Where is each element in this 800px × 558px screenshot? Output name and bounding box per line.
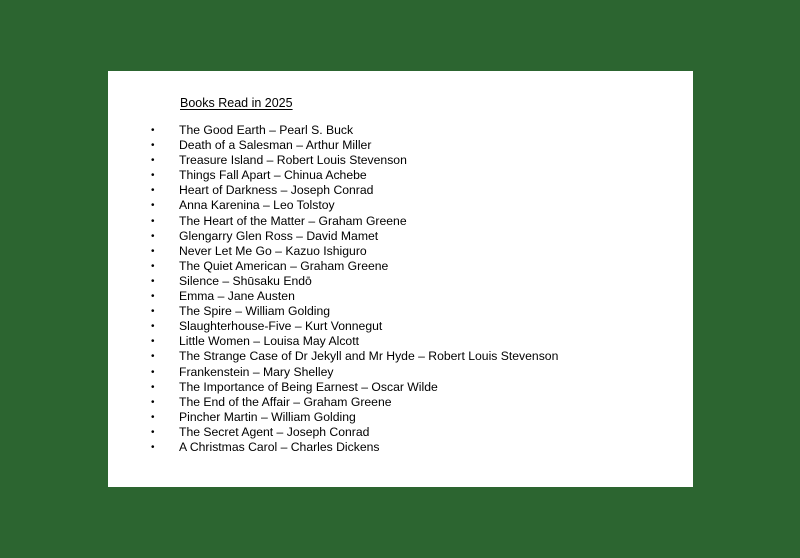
book-entry: The Secret Agent – Joseph Conrad [179,424,370,439]
book-entry: Never Let Me Go – Kazuo Ishiguro [179,243,367,258]
bullet-icon: • [151,170,155,182]
book-entry: The Quiet American – Graham Greene [179,258,389,273]
book-entry: Anna Karenina – Leo Tolstoy [179,198,335,213]
bullet-icon: • [151,230,155,242]
book-entry: Things Fall Apart – Chinua Achebe [179,168,367,183]
bullet-icon: • [151,215,155,227]
bullet-icon: • [151,260,155,272]
book-entry: Slaughterhouse-Five – Kurt Vonnegut [179,319,383,334]
bullet-icon: • [151,155,155,167]
bullet-icon: • [151,411,155,423]
bullet-icon: • [151,351,155,363]
book-entry: Little Women – Louisa May Alcott [179,334,359,349]
bullet-icon: • [151,321,155,333]
bullet-icon: • [151,336,155,348]
bullet-icon: • [151,381,155,393]
book-entry: Silence – Shūsaku Endō [179,273,312,288]
book-entry: The Spire – William Golding [179,304,331,319]
bullet-icon: • [151,200,155,212]
document-title: Books Read in 2025 [180,96,293,110]
book-entry: Heart of Darkness – Joseph Conrad [179,183,374,198]
bullet-icon: • [151,140,155,152]
bullet-icon: • [151,275,155,287]
book-entry: The Heart of the Matter – Graham Greene [179,213,407,228]
book-entry: The End of the Affair – Graham Greene [179,394,392,409]
book-entry: Treasure Island – Robert Louis Stevenson [179,153,407,168]
bullet-icon: • [151,366,155,378]
bullet-icon: • [151,441,155,453]
book-entry: The Strange Case of Dr Jekyll and Mr Hyde – Robert Louis Stevenson [179,349,559,364]
book-entry: Glengarry Glen Ross – David Mamet [179,228,379,243]
book-entry: Death of a Salesman – Arthur Miller [179,138,372,153]
book-entry: The Good Earth – Pearl S. Buck [179,123,354,137]
bullet-icon: • [151,396,155,408]
bullet-icon: • [151,291,155,303]
document-page [108,71,693,487]
bullet-icon: • [151,185,155,197]
book-entry: Frankenstein – Mary Shelley [179,364,334,379]
book-entry: Emma – Jane Austen [179,289,295,304]
bullet-icon: • [151,125,155,136]
bullet-icon: • [151,306,155,318]
book-entry: Pincher Martin – William Golding [179,409,356,424]
book-entry: A Christmas Carol – Charles Dickens [179,439,380,454]
bullet-icon: • [151,245,155,257]
book-entry: The Importance of Being Earnest – Oscar Wilde [179,379,438,394]
bullet-icon: • [151,426,155,438]
